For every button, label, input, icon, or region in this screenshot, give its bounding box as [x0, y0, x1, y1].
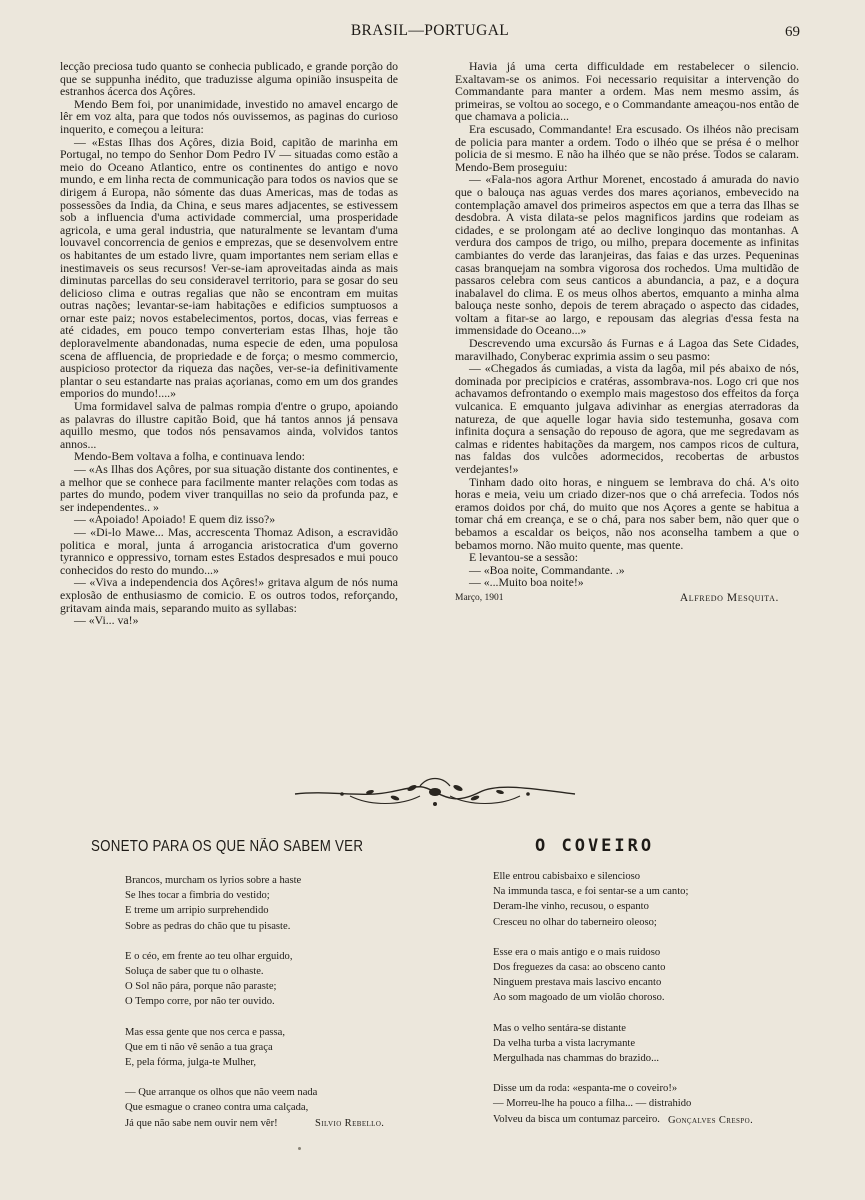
poem-line: O Sol não pára, porque não paraste; — [125, 981, 277, 993]
poem-line: Esse era o mais antigo e o mais ruidoso — [493, 946, 661, 958]
poem-line: Dos freguezes da casa: ao obsceno canto — [493, 962, 666, 974]
poem-line: Volveu da bisca um contumaz parceiro. — [493, 1113, 660, 1125]
poem-line: Elle entrou cabisbaixo e silencioso — [493, 871, 641, 882]
paragraph: Uma formidavel salva de palmas rompia d'entre o grupo, apoiando as palavras do illustre capitão Boid, que há tantos annos já pensava aquillo mesmo, que todos nós pensavamos ainda, volvidos tantos annos... — [60, 399, 398, 451]
poem-line: Que esmague o craneo contra uma calçada, — [125, 1102, 309, 1114]
paragraph: Mendo Bem foi, por unanimidade, investido no amavel encargo de lêr em voz alta, para que todos nós ouvissemos, as paginas do curioso inquerito, e começou a leitura: — [60, 96, 398, 136]
poem-stanza — [125, 949, 317, 1010]
poem-author-crespo: Gonçalves Crespo. — [668, 1115, 754, 1126]
paragraph: — «As Ilhas dos Açôres, por sua situação distante dos continentes, e a melhor que se conhece para facilmente manter relações com todas as partes do mundo, podem viver tranquillas no seio da profunda paz, e ser independentes.. » — [60, 462, 398, 514]
poem-coveiro — [493, 869, 691, 1142]
left-text-column — [60, 60, 398, 627]
paragraph: — «Vi... va!» — [74, 613, 139, 628]
paragraph: — «Apoiado! Apoiado! E quem diz isso?» — [74, 512, 276, 527]
poem-line: Mas essa gente que nos cerca e passa, — [125, 1026, 286, 1038]
paragraph: — «Estas Ilhas dos Açôres, dizia Boid, capitão de marinha em Portugal, no tempo do Senhor Dom Pedro IV — situadas como estão a meio do Oceano Atlantico, entre os continentes do antigo e novo mundo, e em linha recta de communicação para todos os navios que se dirigem á Europa, não sómente das duas Americas, mas de todas as possessões da India, da China, e seus mares adjacentes, se estivessem sob a influencia d'uma actividade commercial, uma prosperidade agricola, e uma geral industria, que naturalmente se levantam d'uma louvavel concorrencia de genios e emprezas, que se desenvolvem entre os habitantes de um estado livre, quam importantes nem seriam ellas e inestimaveis os seus recursos! Ver-se-iam aproveitadas ainda as mais diminutas parcellas do seu consideravel territorio, para se gosar do seu delicioso clima e outras regalias que não se encontram em muitas outras nações; levantar-se-iam habitações e edificios sumptuosos a ornar este paiz; novos estabelecimentos, portos, docas, vias ferreas e até cidades, em pouco tempo converteriam estas Ilhas, hoje tão deploravelmente abandonadas, numa especie de eden, uma populosa scena de affluencia, de propriedade e de força; o mesmo commercio, auspicioso protector da riqueza das nações, ver-se-ia definitivamente plantar o seu estandarte nas praias açorianas, como em um dos grandes emporios do mundo!....» — [60, 134, 398, 401]
poem-line: — Que arranque os olhos que não veem nada — [125, 1087, 318, 1099]
poem-stanza — [493, 869, 691, 930]
poem-stanza — [493, 945, 691, 1006]
paragraph: E levantou-se a sessão: — [469, 550, 579, 565]
paragraph: — «Chegados ás cumiadas, a vista da lagôa, mil pés abaixo de nós, dominada por precipicios e cratéras, assombrava-nos. Logo cri que nos achavamos defrontando o exemplo mais magestoso dos effeitos da força vulcanica. E emquanto julgava adivinhar as energias aterradoras da natureza, de que aquelle logar havia sido testemunha, gosava com infinita doçura a sensação do repouso de agora, que me segredavam as calmas e ridentes habitações da margem, nos campos ricos de cultura, nas faldas dos vulcões adormecidos, recobertas de arbustos verdejantes!» — [455, 361, 799, 476]
poem-line: Disse um da roda: «espanta-me o coveiro!» — [493, 1083, 678, 1095]
right-text-column — [455, 60, 799, 605]
poem-soneto — [125, 873, 317, 1146]
paragraph: Havia já uma certa difficuldade em restabelecer o silencio. Exaltavam-se os animos. Foi necessario requisitar a intervenção do Commandante para manter a ordem. Mas nem mesmo assim, ás primeiras, se voltou ao socego, e o Commandante ameaçou-nos então de que chamava a policia... — [455, 59, 799, 124]
poem-line: Da velha turba a vista lacrymante — [493, 1037, 636, 1049]
poem-stanza — [125, 873, 317, 934]
running-title: BRASIL—PORTUGAL — [350, 22, 510, 39]
poem-line: Brancos, murcham os lyrios sobre a haste — [125, 875, 302, 886]
poem-stanza — [493, 1081, 691, 1127]
poem-line: — Morreu-lhe ha pouco a filha... — distrahido — [493, 1098, 692, 1110]
poem-line: Mas o velho sentára-se distante — [493, 1022, 626, 1034]
poem-line: Ao som magoado de um violão choroso. — [493, 992, 665, 1004]
poem-line: Já que não sabe nem ouvir nem vêr! — [125, 1117, 278, 1129]
paragraph: lecção preciosa tudo quanto se conhecia publicado, e grande porção do que se suppunha inédito, que traduzisse alguma opinião insuspeita de estranhos ácerca dos Açôres. — [60, 59, 398, 99]
poem-line: Mergulhada nas chammas do brazido... — [493, 1053, 660, 1065]
poem-line: Deram-lhe vinho, recusou, o espanto — [493, 901, 649, 913]
poem-line: Se lhes tocar a fimbria do vestido; — [125, 890, 270, 902]
article-signature: Alfredo Mesquita. — [679, 591, 779, 604]
poem-line: Cresceu no olhar do taberneiro oleoso; — [493, 916, 657, 928]
page-header — [60, 22, 800, 44]
poem-line: Sobre as pedras do chão que tu pisaste. — [125, 920, 291, 932]
ink-speck — [298, 1147, 301, 1150]
paragraph: Tinham dado oito horas, e ninguem se lembrava do chá. A's oito horas e meia, veiu um criado dizer-nos que o chá arrefecia. Todos nós eramos doidos por chá, do muito que nos Açores a gente se habitua a tomar chá em creança, e se o chá, para nos saber bem, não quer que o bebamos a escaldar os beiços, não nos aconselha tambem a que o bebamos morno. Não muito quente, mas quente. — [455, 474, 799, 552]
article-footer — [455, 592, 799, 605]
poem-title-soneto: SONETO PARA OS QUE NÃO SABEM VER — [91, 838, 364, 855]
paragraph: Mendo-Bem voltava a folha, e continuava lendo: — [74, 449, 305, 464]
poem-line: O Tempo corre, por não ter ouvido. — [125, 996, 275, 1008]
poem-author-rebello: Silvio Rebello. — [315, 1118, 385, 1129]
paragraph: — «Boa noite, Commandante. .» — [469, 562, 625, 577]
paragraph: — «...Muito boa noite!» — [469, 575, 584, 590]
poem-line: Ninguem prestava mais lascivo encanto — [493, 977, 662, 989]
paragraph: — «Di-lo Mawe... Mas, accrescenta Thomaz Adison, a escravidão politica e moral, junta á arrogancia aristocratica d'um governo tyrannico e oppressivo, tornam estes Estados despresados e mui pouco conhecidos do resto do mundo...» — [60, 524, 398, 577]
poem-stanza — [125, 1025, 317, 1071]
page-number: 69 — [785, 24, 800, 40]
poem-line: E treme um arripio surprehendido — [125, 905, 269, 917]
poem-line: Que em ti não vê senão a tua graça — [125, 1041, 273, 1053]
dateline: Março, 1901 — [455, 592, 504, 603]
poem-line: Soluça de saber que tu o olhaste. — [125, 966, 264, 978]
poem-title-coveiro: O COVEIRO — [535, 836, 655, 856]
poem-stanza — [493, 1021, 691, 1067]
paragraph: — «Viva a independencia dos Açôres!» gritava algum de nós numa explosão de enthusiasmo de comicio. E os outros todos, reforçando, gritavam ainda mais, separando muito as syllabas: — [60, 575, 398, 615]
paragraph: Descrevendo uma excursão ás Furnas e á Lagoa das Sete Cidades, maravilhado, Conyberac exprimia assim o seu pasmo: — [455, 336, 799, 363]
poem-line: E, pela fórma, julga-te Mulher, — [125, 1057, 257, 1069]
poem-line: Na immunda tasca, e foi sentar-se a um canto; — [493, 886, 689, 898]
paragraph: — «Fala-nos agora Arthur Morenet, encostado á amurada do navio que o balouça nas aguas verdes dos mares açorianos, embevecido na contemplação amavel dos primeiros aspectos em que a terra das Ilhas se desdobra. A vista dilata-se pelos magnificos jardins que rodeiam as cidades, e se prolongam até ao declive longinquo das montanhas. A verdura dos campos de trigo, ou milho, prepara docemente as infinitas cambiantes do verde das laranjeiras, das faias e das urzes. Pequeninas casas branquejam na sombra vigorosa dos rochedos. Uma multidão de passaros celebra com seus canticos a abundancia, a paz, e a doçura inabalavel do clima. E os meus olhos abertos, emquanto a minha alma balouça neste sonho, depois de terem abraçado o aspecto das cidades, voltam a fitar-se ao largo, e repousam das alegrias d'essa festa na immensidade do Oceano...» — [455, 172, 799, 338]
ornament-divider-icon — [290, 772, 580, 812]
paragraph: Era escusado, Commandante! Era escusado. Os ilhéos não precisam de policia para manter a ordem. Todo o ilhéo que se présa é o melhor policia de si mesmo. E não ha ilhéo que se não prése. Todos se calaram. Mendo-Bem proseguiu: — [455, 121, 799, 174]
poem-line: E o céo, em frente ao teu olhar erguido, — [125, 950, 293, 962]
poem-stanza — [125, 1085, 317, 1131]
